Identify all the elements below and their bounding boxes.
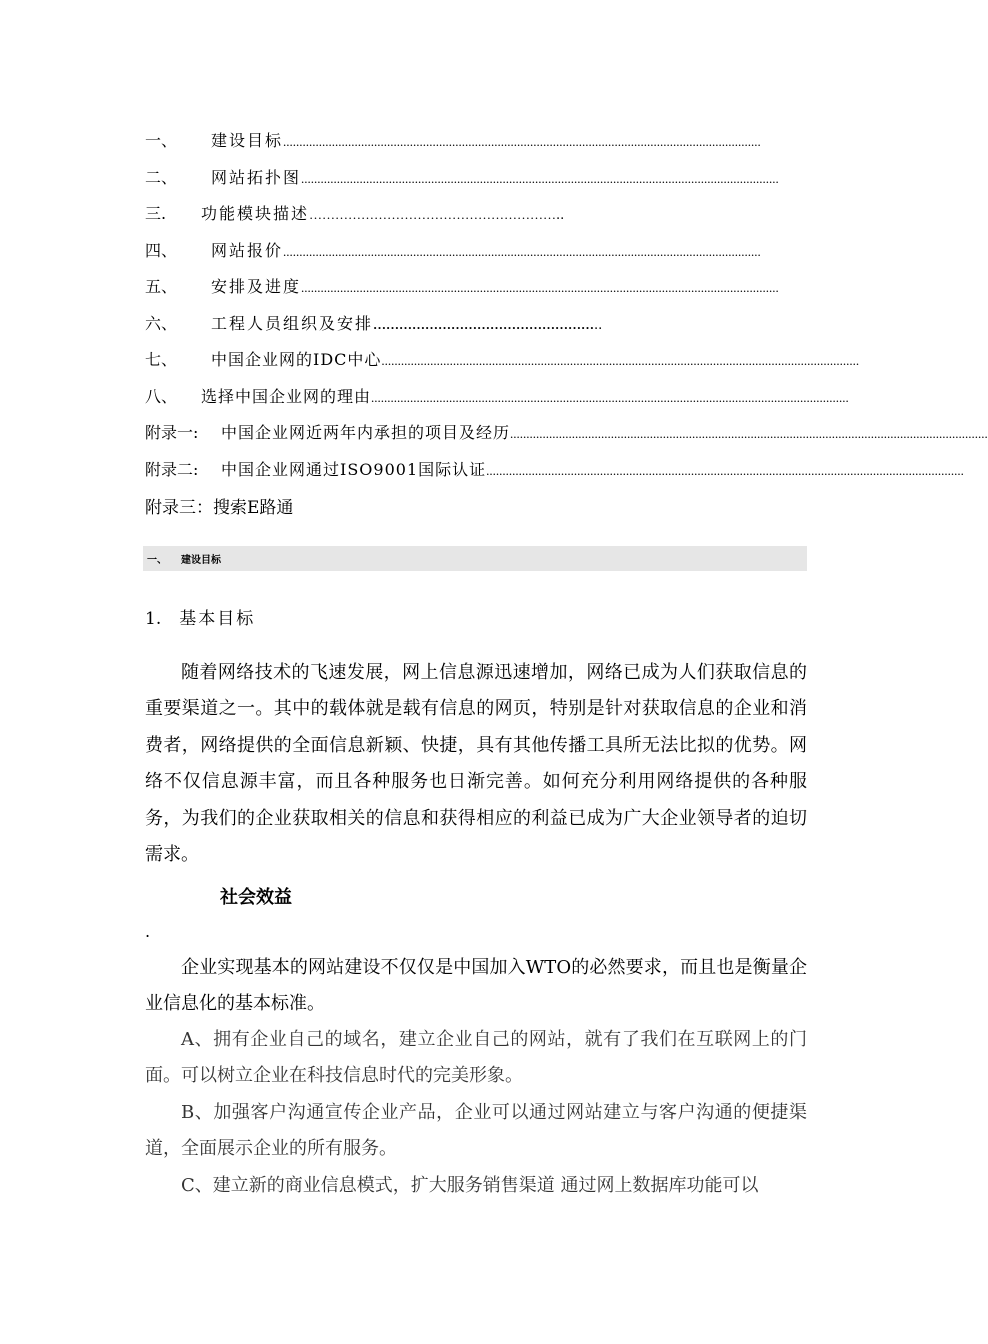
toc-entry [145, 165, 807, 202]
toc-number: 六、 [145, 313, 178, 333]
stray-dot: . [145, 922, 151, 941]
toc-number: 附录三： [145, 498, 213, 518]
table-of-contents [145, 128, 988, 530]
toc-title: 工程人员组织及安排 [211, 313, 374, 333]
toc-number: 四、 [145, 240, 178, 260]
body-paragraph: A、拥有企业自己的域名，建立企业自己的网站，就有了我们在互联网上的门面。可以树立企业在科技信息时代的完美形象。 [145, 1029, 807, 1087]
section-title: 建设目标 [181, 555, 221, 566]
bold-heading: 社会效益 [220, 887, 292, 908]
toc-entry [145, 274, 807, 311]
toc-title: 中国企业网近两年内承担的项目及经历 [221, 423, 511, 442]
body-paragraph: 企业实现基本的网站建设不仅仅是中国加入WTO的必然要求，而且也是衡量企业信息化的基本标准。 [145, 957, 807, 1015]
toc-entry [145, 420, 988, 457]
toc-number: 五、 [145, 277, 178, 296]
toc-entry [145, 384, 849, 421]
toc-entry [145, 128, 807, 165]
toc-entry [145, 201, 807, 238]
toc-leader: ................................................................................................................................................... [486, 462, 964, 478]
toc-title: 网站拓扑图 [211, 167, 302, 187]
toc-title: 选择中国企业网的理由 [201, 386, 372, 406]
toc-leader: ................................................................................................................................................... [381, 353, 860, 368]
toc-leader: …………………………………………… [373, 316, 595, 332]
body-paragraph: C、建立新的商业信息模式，扩大服务销售渠道 通过网上数据库功能可以 [181, 1175, 759, 1196]
toc-title: 安排及进度 [211, 277, 302, 296]
toc-title: 中国企业网的IDC中心 [211, 350, 382, 369]
body-paragraph: B、加强客户沟通宣传企业产品，企业可以通过网站建立与客户沟通的便捷渠道，全面展示企业的所有服务。 [145, 1102, 807, 1160]
toc-number: 附录一: [145, 423, 199, 442]
toc-leader: ................................................................................................................................................... [301, 280, 779, 295]
toc-leader: ................................................................................................................................................... [283, 243, 761, 259]
subsection-heading [145, 604, 255, 629]
subsection-title: 基本目标 [179, 609, 256, 629]
toc-leader: ................................................................................................................................................... [371, 389, 849, 405]
toc-entry [145, 347, 860, 384]
toc-entry [145, 238, 807, 275]
section-number: 一、 [147, 555, 167, 566]
toc-title: 功能模块描述 [201, 204, 310, 223]
toc-entry [145, 311, 807, 348]
toc-number: 一、 [145, 131, 178, 150]
toc-number: 附录二: [145, 459, 199, 479]
body-paragraph: 随着网络技术的飞速发展，网上信息源迅速增加，网络已成为人们获取信息的重要渠道之一。其中的载体就是载有信息的网页，特别是针对获取信息的企业和消费者，网络提供的全面信息新颖、快捷，具有其他传播工具所无法比拟的优势。网络不仅信息源丰富，而且各种服务也日渐完善。如何充分利用网络提供的各种服务，为我们的企业获取相关的信息和获得相应的利益已成为广大企业领导者的迫切需求。 [145, 662, 807, 866]
toc-number: 二、 [145, 167, 178, 187]
toc-entry [145, 493, 807, 530]
toc-title: 建设目标 [211, 131, 284, 150]
toc-leader: ................................................................................................................................................... [283, 134, 761, 149]
toc-title: 搜索E路通 [213, 498, 294, 518]
toc-leader: ................................................................................................................................................... [301, 170, 779, 186]
section-heading-bar [143, 546, 807, 571]
toc-leader: ………………………………………………… [309, 207, 557, 222]
toc-title: 中国企业网通过ISO9001国际认证 [221, 459, 487, 479]
toc-leader: ................................................................................................................................................... [510, 426, 988, 441]
toc-tail: .. [594, 317, 603, 333]
toc-number: 八、 [145, 386, 178, 406]
toc-number: 七、 [145, 350, 178, 369]
subsection-number: 1. [145, 609, 162, 629]
toc-tail: .. [556, 208, 565, 223]
toc-number: 三. [145, 204, 167, 223]
toc-title: 网站报价 [211, 240, 284, 260]
toc-entry [145, 457, 964, 494]
